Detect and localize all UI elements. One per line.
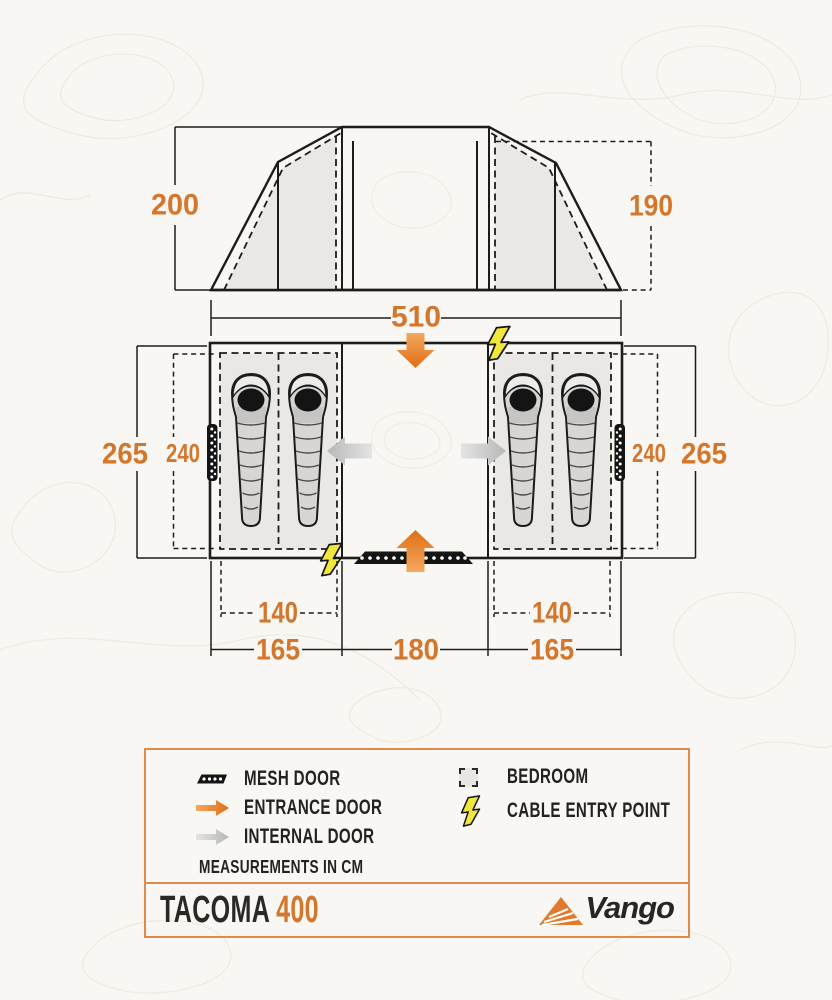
legend-item-mesh-door — [196, 767, 378, 791]
legend-item-internal-door — [196, 825, 425, 849]
dim-section-center-label: 180 — [393, 633, 439, 667]
product-name: TACOMA — [160, 888, 271, 931]
legend-label-entrance-door: ENTRANCE DOOR — [244, 796, 383, 819]
entrance-door-arrow-top — [397, 333, 435, 368]
mesh-door-icon — [196, 773, 232, 785]
contour-detail-living-area — [372, 412, 452, 469]
legend-item-entrance-door — [196, 796, 436, 820]
bedroom-swatch-icon — [459, 768, 495, 787]
legend-item-bedroom — [459, 765, 620, 789]
dim-height-inner-label: 190 — [629, 189, 673, 223]
product-model: 400 — [276, 888, 319, 931]
elevation-left-bedroom-area — [224, 136, 336, 290]
dim-bedroom-width-right-label: 140 — [532, 596, 572, 630]
dim-depth-outer-left-label: 265 — [102, 437, 148, 471]
brand-wordmark: Vango — [585, 890, 674, 925]
internal-door-arrow-icon — [196, 829, 232, 845]
legend-item-cable-entry — [459, 794, 734, 828]
brand-logo — [537, 892, 674, 928]
legend-label-bedroom: BEDROOM — [507, 765, 589, 788]
entrance-door-arrow-bottom — [397, 530, 435, 572]
dim-width-total-label: 510 — [391, 300, 441, 334]
product-title — [160, 889, 319, 932]
dim-section-right-label: 165 — [530, 633, 574, 667]
dim-depth-inner-right-label: 240 — [632, 438, 666, 468]
brand-tent-icon — [537, 892, 585, 928]
side-elevation-view — [151, 127, 673, 290]
mesh-door-left — [207, 424, 218, 481]
dim-depth-inner-left-label: 240 — [166, 438, 200, 468]
measurements-note-label: MEASUREMENTS IN CM — [199, 857, 364, 877]
floor-plan-view — [207, 325, 625, 577]
measurements-note — [199, 857, 415, 878]
footer-bar — [146, 882, 688, 936]
dim-height-outer-label: 200 — [151, 188, 199, 222]
mesh-door-right — [615, 424, 626, 481]
legend-label-cable-entry: CABLE ENTRY POINT — [507, 799, 671, 822]
dim-bedroom-width-left-label: 140 — [258, 596, 298, 630]
legend-panel — [144, 748, 690, 938]
legend-label-mesh-door: MESH DOOR — [244, 767, 341, 790]
entrance-door-arrow-icon — [196, 800, 232, 816]
dim-depth-outer-right-label: 265 — [681, 437, 727, 471]
contour-detail — [372, 172, 452, 229]
legend-label-internal-door: INTERNAL DOOR — [244, 825, 375, 848]
dim-section-left-label: 165 — [256, 633, 300, 667]
legend-content — [146, 750, 688, 882]
cable-entry-bolt-icon — [459, 794, 495, 828]
